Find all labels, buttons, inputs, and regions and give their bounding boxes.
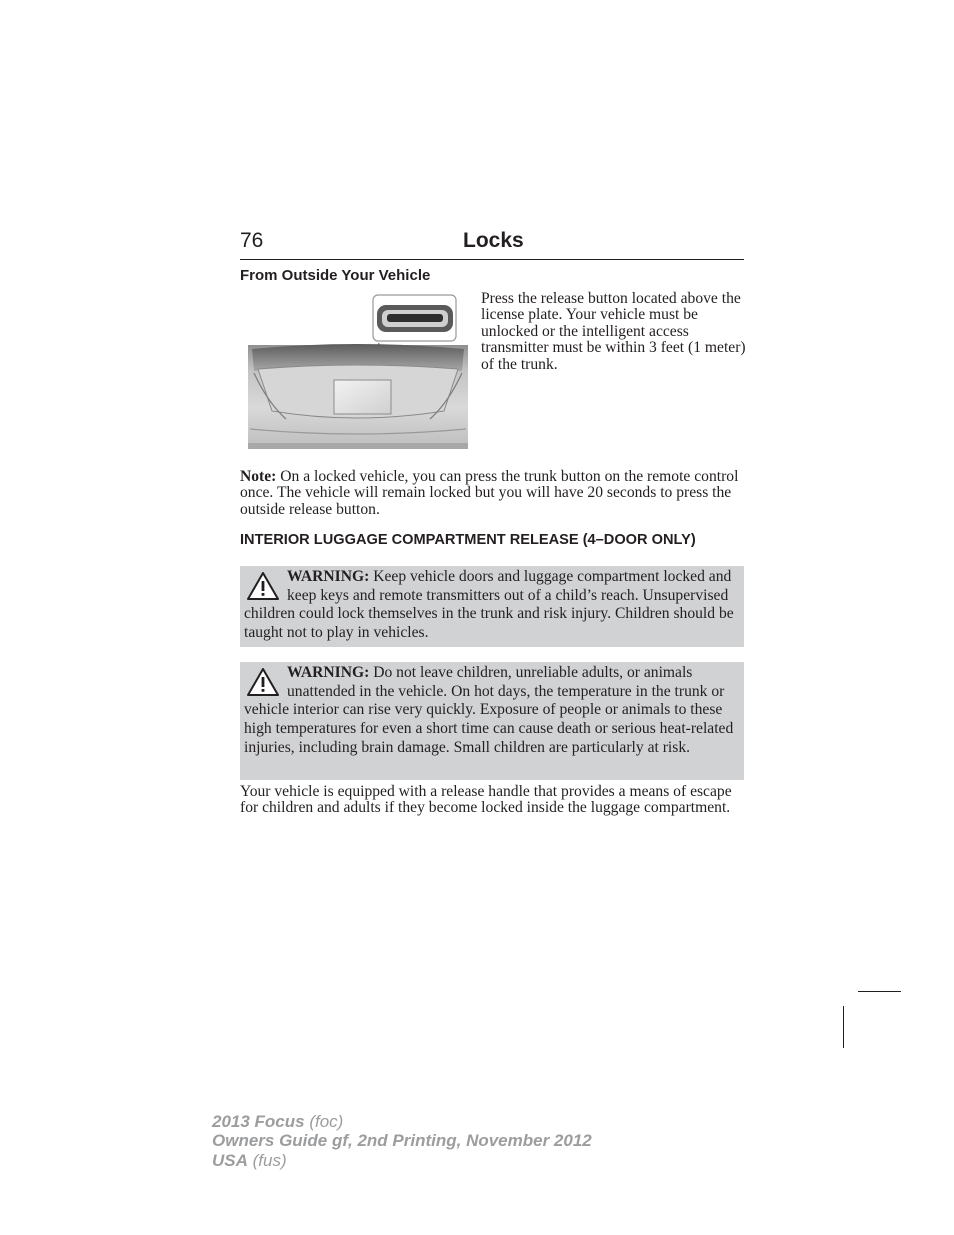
page-title: Locks <box>463 229 524 252</box>
note-paragraph <box>240 469 746 518</box>
footer-model-code: (foc) <box>304 1112 344 1131</box>
crop-mark-horizontal <box>858 991 901 992</box>
footer-guide: Owners Guide gf, 2nd Printing, November 2012 <box>212 1131 592 1151</box>
footer <box>212 1112 592 1170</box>
warning-box <box>240 662 744 780</box>
footer-line-1 <box>212 1112 592 1131</box>
warning-label: WARNING: <box>287 664 370 681</box>
footer-market-code: (fus) <box>247 1150 287 1170</box>
trunk-release-button-illustration <box>246 293 468 451</box>
warning-text: Do not leave children, unreliable adults, or animals unattended in the vehicle. On hot days, the temperature in the trunk or vehicle interior can rise very quickly. Exposure of people or animals to these high temperatures for even a short time can cause death or serious heat-related injuries, including brain damage. Small children are particularly at risk. <box>244 664 734 756</box>
footer-model: 2013 Focus <box>212 1112 305 1131</box>
warning-triangle-icon <box>244 568 282 604</box>
note-text: On a locked vehicle, you can press the trunk button on the remote control once. The vehicle will remain locked but you will have 20 seconds to press the outside release button. <box>240 468 739 518</box>
trunk-release-figure <box>246 293 468 451</box>
footer-line-3 <box>212 1151 592 1170</box>
warning-text: Keep vehicle doors and luggage compartment locked and keep keys and remote transmitters out of a child’s reach. Unsupervised children could lock themselves in the trunk and risk injury. Children should be taught not to play in vehicles. <box>244 568 734 642</box>
crop-mark-vertical <box>843 1006 844 1048</box>
warning-triangle-icon <box>244 664 282 700</box>
subsection-heading: From Outside Your Vehicle <box>240 267 431 284</box>
body-paragraph: Your vehicle is equipped with a release handle that provides a means of escape for children and adults if they become locked inside the luggage compartment. <box>240 783 732 817</box>
warning-box <box>240 566 744 647</box>
page-number: 76 <box>240 229 264 252</box>
header-rule <box>240 259 744 260</box>
note-label: Note: <box>240 468 277 485</box>
figure-description: Press the release button located above the license plate. Your vehicle must be unlocked or the intelligent access transmitter must be within 3 feet (1 meter) of the trunk. <box>481 290 746 373</box>
footer-line-2 <box>212 1131 592 1150</box>
footer-market: USA <box>212 1150 248 1170</box>
section-heading: INTERIOR LUGGAGE COMPARTMENT RELEASE (4–DOOR ONLY) <box>240 532 696 548</box>
warning-label: WARNING: <box>287 568 370 585</box>
